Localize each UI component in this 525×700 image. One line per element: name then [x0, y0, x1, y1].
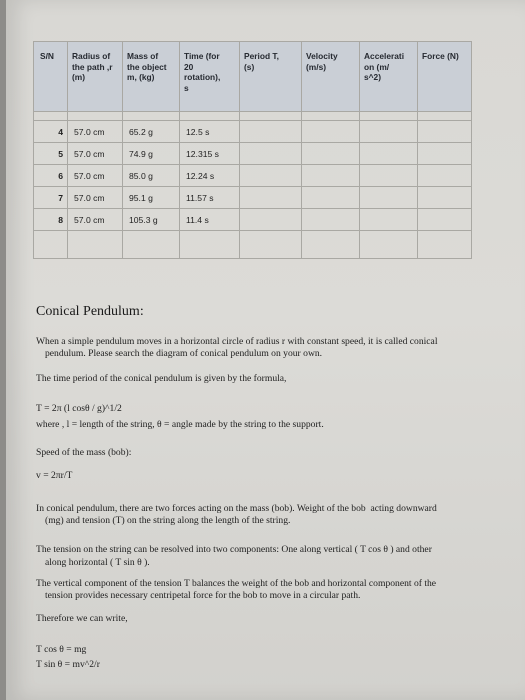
forces-line-2: (mg) and tension (T) on the string along the length of the string.	[45, 515, 291, 526]
equation-vertical: T cos θ = mg	[36, 644, 87, 655]
tension-line-1: The tension on the string can be resolved into two components: One along vertical ( T cos θ ) and other	[36, 544, 432, 555]
cell-period[interactable]	[240, 143, 302, 165]
cell-mass: 105.3 g	[123, 209, 180, 231]
formula-where: where , l = length of the string, θ = angle made by the string to the support.	[36, 419, 324, 430]
period-formula: T = 2π (l cosθ / g)^1/2	[36, 403, 122, 414]
header-period: Period T, (s)	[240, 42, 302, 112]
cell-sn: 4	[34, 121, 68, 143]
therefore-text: Therefore we can write,	[36, 613, 128, 624]
table-row	[34, 143, 472, 165]
cell-velocity[interactable]	[302, 187, 360, 209]
cell-time: 12.5 s	[180, 121, 240, 143]
cell-velocity[interactable]	[302, 143, 360, 165]
cell-sn: 5	[34, 143, 68, 165]
cell-radius: 57.0 cm	[68, 121, 123, 143]
table-row	[34, 209, 472, 231]
speed-formula: v = 2πr/T	[36, 470, 73, 481]
cell-radius: 57.0 cm	[68, 187, 123, 209]
cell-acceleration[interactable]	[360, 121, 418, 143]
table-header-row	[34, 42, 472, 112]
intro-line-2: pendulum. Please search the diagram of conical pendulum on your own.	[45, 348, 323, 359]
cell-mass: 95.1 g	[123, 187, 180, 209]
cell-acceleration[interactable]	[360, 187, 418, 209]
table-row	[34, 121, 472, 143]
speed-intro: Speed of the mass (bob):	[36, 447, 132, 458]
cell-time: 12.315 s	[180, 143, 240, 165]
cell-acceleration[interactable]	[360, 209, 418, 231]
cell-sn: 6	[34, 165, 68, 187]
cell-sn: 7	[34, 187, 68, 209]
cell-period[interactable]	[240, 165, 302, 187]
cell-force[interactable]	[418, 143, 472, 165]
header-velocity: Velocity (m/s)	[302, 42, 360, 112]
header-mass: Mass of the object m, (kg)	[123, 42, 180, 112]
header-radius: Radius of the path ,r (m)	[68, 42, 123, 112]
table-row	[34, 165, 472, 187]
cell-radius: 57.0 cm	[68, 209, 123, 231]
table-row-blank	[34, 112, 472, 121]
forces-line-1: In conical pendulum, there are two forces acting on the mass (bob). Weight of the bob acting downward	[36, 503, 437, 514]
cell-mass: 85.0 g	[123, 165, 180, 187]
cell-time: 11.57 s	[180, 187, 240, 209]
table-row	[34, 187, 472, 209]
cell-force[interactable]	[418, 187, 472, 209]
cell-period[interactable]	[240, 209, 302, 231]
cell-velocity[interactable]	[302, 209, 360, 231]
table-row-empty	[34, 231, 472, 259]
worksheet-page	[6, 0, 525, 700]
cell-force[interactable]	[418, 121, 472, 143]
cell-force[interactable]	[418, 165, 472, 187]
cell-acceleration[interactable]	[360, 143, 418, 165]
intro-line-1: When a simple pendulum moves in a horizontal circle of radius r with constant speed, it is called conical	[36, 336, 438, 347]
cell-velocity[interactable]	[302, 121, 360, 143]
vertical-line-2: tension provides necessary centripetal force for the bob to move in a circular path.	[45, 590, 361, 601]
header-time: Time (for 20 rotation), s	[180, 42, 240, 112]
data-table	[33, 41, 472, 259]
cell-time: 11.4 s	[180, 209, 240, 231]
tension-line-2: along horizontal ( T sin θ ).	[45, 557, 150, 568]
cell-force[interactable]	[418, 209, 472, 231]
cell-radius: 57.0 cm	[68, 165, 123, 187]
equation-horizontal: T sin θ = mv^2/r	[36, 659, 100, 670]
cell-velocity[interactable]	[302, 165, 360, 187]
cell-mass: 74.9 g	[123, 143, 180, 165]
header-force: Force (N)	[418, 42, 472, 112]
cell-sn: 8	[34, 209, 68, 231]
cell-mass: 65.2 g	[123, 121, 180, 143]
vertical-line-1: The vertical component of the tension T balances the weight of the bob and horizontal component of the	[36, 578, 437, 589]
cell-acceleration[interactable]	[360, 165, 418, 187]
header-acceleration: Accelerati on (m/ s^2)	[360, 42, 418, 112]
period-intro: The time period of the conical pendulum is given by the formula,	[36, 373, 287, 384]
header-sn: S/N	[34, 42, 68, 112]
cell-period[interactable]	[240, 121, 302, 143]
cell-radius: 57.0 cm	[68, 143, 123, 165]
cell-time: 12.24 s	[180, 165, 240, 187]
section-title: Conical Pendulum:	[36, 304, 144, 319]
cell-period[interactable]	[240, 187, 302, 209]
